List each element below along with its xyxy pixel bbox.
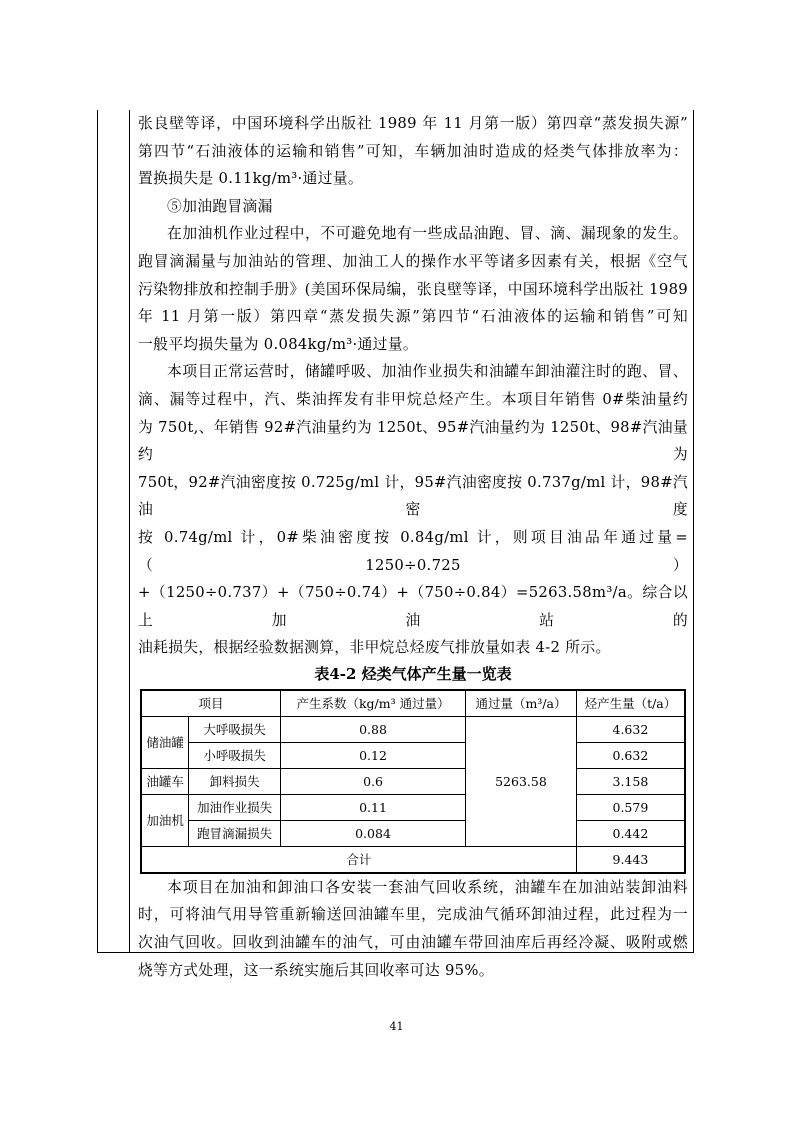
table-row (141, 716, 685, 742)
row-amount: 0.632 (576, 742, 685, 768)
paragraph-line: 本项目在加油和卸油口各安装一套油气回收系统，油罐车在加油站装卸油料 (167, 878, 688, 896)
paragraph-line: 烧等方式处理，这一系统实施后其回收率可达 95%。 (138, 961, 494, 979)
paragraph-line: 在加油机作业过程中，不可避免地有一些成品油跑、冒、滴、漏现象的发生。 (167, 225, 688, 243)
paragraph-line: 置换损失是 0.11kg/m³·通过量。 (138, 170, 363, 188)
paragraph-line: 年 11 月第一版）第四章“蒸发损失源”第四节“石油液体的运输和销售”可知 (138, 308, 688, 326)
table-row (141, 794, 685, 820)
header-item: 项目 (141, 690, 280, 717)
page-number: 41 (389, 1020, 404, 1033)
group-dispenser: 加油机 (141, 794, 189, 846)
row-amount: 4.632 (576, 716, 685, 742)
row-name: 跑冒滴漏损失 (189, 820, 281, 846)
table-row (141, 820, 685, 846)
total-label: 合计 (141, 846, 576, 873)
paragraph-line: 滴、漏等过程中，汽、柴油挥发有非甲烷总烃产生。本项目年销售 0#柴油量约 (138, 390, 688, 408)
row-coef: 0.88 (280, 716, 465, 742)
row-amount: 0.579 (576, 794, 685, 820)
row-coef: 0.6 (280, 768, 465, 794)
paragraph-line: 次油气回收。回收到油罐车的油气，可由油罐车带回油库后再经冷凝、吸附或燃 (138, 934, 688, 952)
header-coef: 产生系数（kg/m³ 通过量） (280, 690, 465, 717)
paragraph-line: 按 0.74g/ml 计，0#柴油密度按 0.84g/ml 计，则项目油品年通过量=（1250÷0.725） (138, 528, 688, 574)
paragraph-line: +（1250÷0.737）+（750÷0.74）+（750÷0.84）=5263.58m³/a。综合以上加油站的 (138, 584, 688, 629)
emission-table (140, 689, 686, 874)
paragraph-line: 时，可将油气用导管重新输送回油罐车里，完成油气循环卸油过程，此过程为一 (138, 906, 688, 924)
paragraph-line: 一般平均损失量为 0.084kg/m³·通过量。 (138, 335, 418, 353)
table-caption: 表4-2 烃类气体产生量一览表 (314, 664, 512, 683)
section-heading: ⑤加油跑冒滴漏 (167, 197, 273, 215)
row-name: 卸料损失 (189, 768, 281, 794)
row-name: 大呼吸损失 (189, 716, 281, 742)
paragraph-line: 油耗损失，根据经验数据测算，非甲烷总烃废气排放量如表 4-2 所示。 (138, 639, 611, 657)
paragraph-line: 为 750t,、年销售 92#汽油量约为 1250t、95#汽油量约为 1250t、98#汽油量约为 (138, 418, 688, 464)
row-coef: 0.12 (280, 742, 465, 768)
table-row (141, 742, 685, 768)
table-row (141, 768, 685, 794)
row-amount: 3.158 (576, 768, 685, 794)
row-amount: 0.442 (576, 820, 685, 846)
total-value: 9.443 (576, 846, 685, 873)
header-amount: 烃产生量（t/a） (576, 690, 685, 717)
group-tank: 储油罐 (141, 716, 189, 768)
paragraph-line: 污染物排放和控制手册》(美国环保局编，张良壁等译，中国环境科学出版社 1989 (138, 280, 688, 298)
paragraph-line: 第四节“石油液体的运输和销售”可知，车辆加油时造成的烃类气体排放率为： (138, 142, 688, 160)
header-throughput: 通过量（m³/a） (466, 690, 577, 717)
paragraph-line: 本项目正常运营时，储罐呼吸、加油作业损失和油罐车卸油灌注时的跑、冒、 (167, 363, 688, 381)
paragraph-line: 跑冒滴漏量与加油站的管理、加油工人的操作水平等诸多因素有关，根据《空气 (138, 252, 688, 270)
document-body (138, 110, 688, 984)
throughput-value: 5263.58 (466, 716, 577, 846)
paragraph-line: 张良壁等译，中国环境科学出版社 1989 年 11 月第一版）第四章“蒸发损失源” (138, 115, 688, 132)
row-name: 加油作业损失 (189, 794, 281, 820)
group-truck: 油罐车 (141, 768, 189, 794)
row-coef: 0.11 (280, 794, 465, 820)
column-divider (129, 110, 130, 953)
paragraph-line: 750t，92#汽油密度按 0.725g/ml 计，95#汽油密度按 0.737g/ml 计，98#汽油密度 (138, 473, 688, 519)
row-name: 小呼吸损失 (189, 742, 281, 768)
row-coef: 0.084 (280, 820, 465, 846)
table-total-row (141, 846, 685, 873)
table-header-row (141, 690, 685, 717)
